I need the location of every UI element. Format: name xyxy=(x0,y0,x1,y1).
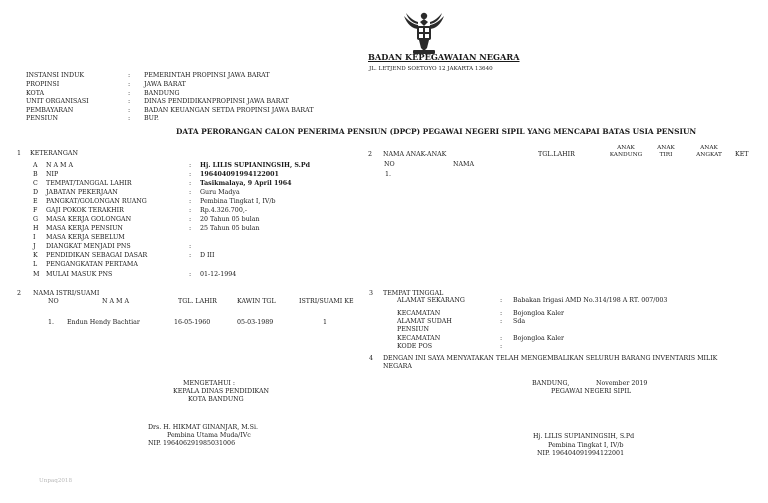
section-number: 2 xyxy=(368,151,373,158)
row-colon: : xyxy=(189,216,192,223)
col-header: KET xyxy=(735,151,749,158)
info-colon: : xyxy=(128,81,131,88)
row-label: PENGANGKATAN PERTAMA xyxy=(46,261,138,268)
agency-address: JL. LETJEND SOETOYO 12 JAKARTA 13640 xyxy=(369,66,493,72)
section-title: NAMA ISTRI/SUAMI xyxy=(33,290,100,297)
row-value: Pembina Tingkat I, IV/b xyxy=(200,198,276,205)
row-label: JABATAN PEKERJAAN xyxy=(46,189,118,196)
row-colon: : xyxy=(189,207,192,214)
info-value: PEMERINTAH PROPINSI JAWA BARAT xyxy=(144,72,270,79)
row-label: GAJI POKOK TERAKHIR xyxy=(46,207,124,214)
row-label: MASA KERJA SEBELUM xyxy=(46,234,125,241)
info-label: UNIT ORGANISASI xyxy=(26,98,89,105)
residence-label: ALAMAT SUDAH xyxy=(397,318,452,325)
residence-value: Bojongloa Kaler xyxy=(513,310,565,317)
row-value: 196404091994122001 xyxy=(200,171,279,178)
spouse-name: Endun Hendy Bachtiar xyxy=(67,319,140,326)
info-value: JAWA BARAT xyxy=(144,81,186,88)
info-label: PROPINSI xyxy=(26,81,60,88)
col-header: NO xyxy=(384,161,395,168)
agency-name: BADAN KEPEGAWAIAN NEGARA xyxy=(368,52,520,62)
sign-title: KEPALA DINAS PENDIDIKAN xyxy=(173,388,270,395)
residence-value: Sda xyxy=(513,318,526,325)
info-colon: : xyxy=(128,72,131,79)
row-colon: : xyxy=(189,225,192,232)
garuda-emblem xyxy=(402,10,446,56)
row-colon: : xyxy=(189,189,192,196)
row-key: E xyxy=(33,198,38,205)
residence-label: ALAMAT SEKARANG xyxy=(397,297,465,304)
row-colon: : xyxy=(189,243,192,250)
sign-rank: Pembina Utama Muda/IVc xyxy=(167,432,251,439)
row-colon: : xyxy=(189,252,192,259)
residence-value: Bojongloa Kaler xyxy=(513,335,565,342)
col-header: NAMA xyxy=(453,161,475,168)
info-label: KOTA xyxy=(26,90,45,97)
info-colon: : xyxy=(128,90,131,97)
sign-nip: NIP. 196406291985031006 xyxy=(148,440,236,447)
info-colon: : xyxy=(128,115,131,122)
section-number: 1 xyxy=(17,150,22,157)
sign-rank: Pembina Tingkat I, IV/b xyxy=(548,442,624,449)
row-label: PANGKAT/GOLONGAN RUANG xyxy=(46,198,147,205)
residence-colon: : xyxy=(500,335,503,342)
row-value: Guru Madya xyxy=(200,189,240,196)
sign-role: PEGAWAI NEGERI SIPIL xyxy=(551,388,632,395)
residence-colon: : xyxy=(500,310,503,317)
section-title: KETERANGAN xyxy=(30,150,78,157)
spouse-no: 1. xyxy=(48,319,55,326)
sign-name: Hj. LILIS SUPIANINGSIH, S.Pd xyxy=(533,433,635,440)
info-colon: : xyxy=(128,107,131,114)
info-label: PEMBAYARAN xyxy=(26,107,74,114)
row-label: MASA KERJA GOLONGAN xyxy=(46,216,132,223)
residence-label: KECAMATAN xyxy=(397,335,441,342)
row-colon: : xyxy=(189,162,192,169)
row-value: Hj. LILIS SUPIANINGSIH, S.Pd xyxy=(200,162,311,169)
row-colon: : xyxy=(189,271,192,278)
row-key: B xyxy=(33,171,38,178)
document-title: DATA PERORANGAN CALON PENERIMA PENSIUN (DPCP) PEGAWAI NEGERI SIPIL YANG MENCAPAI BATAS USIA PENSIUN xyxy=(176,127,697,136)
sign-city: KOTA BANDUNG xyxy=(188,396,244,403)
declaration-line: DENGAN INI SAYA MENYATAKAN TELAH MENGEMBALIKAN SELURUH BARANG INVENTARIS MILIK xyxy=(383,355,718,362)
spouse-order: 1 xyxy=(323,319,328,326)
row-key: H xyxy=(33,225,39,232)
row-key: K xyxy=(33,252,38,259)
col-header: NO xyxy=(48,298,59,305)
residence-label: KODE POS xyxy=(397,343,433,350)
row-number: 1. xyxy=(385,171,392,178)
row-key: G xyxy=(33,216,39,223)
col-header: TGL. LAHIR xyxy=(178,298,217,305)
section-number: 4 xyxy=(369,355,374,362)
col-header: N A M A xyxy=(102,298,130,305)
row-key: I xyxy=(33,234,36,241)
row-label: N A M A xyxy=(46,162,74,169)
residence-label: PENSIUN xyxy=(397,326,429,333)
sign-date: November 2019 xyxy=(596,380,648,387)
spouse-birth-date: 16-05-1960 xyxy=(174,319,211,326)
row-value: 25 Tahun 05 bulan xyxy=(200,225,260,232)
sign-name: Drs. H. HIKMAT GINANJAR, M.Si. xyxy=(148,424,259,431)
residence-value: Babakan Irigasi AMD No.314/198 A RT. 007/003 xyxy=(513,297,668,304)
row-key: J xyxy=(33,243,36,250)
residence-label: KECAMATAN xyxy=(397,310,441,317)
declaration-line: NEGARA xyxy=(383,363,412,370)
info-colon: : xyxy=(128,98,131,105)
row-colon: : xyxy=(189,180,192,187)
row-colon: : xyxy=(189,171,192,178)
row-key: F xyxy=(33,207,38,214)
col-header: ANAK TIRI xyxy=(657,145,675,158)
section-number: 2 xyxy=(17,290,22,297)
row-key: D xyxy=(33,189,39,196)
section-title: TEMPAT TINGGAL xyxy=(383,290,444,297)
section-number: 3 xyxy=(369,290,374,297)
sign-nip: NIP. 196404091994122001 xyxy=(537,450,625,457)
row-label: TEMPAT/TANGGAL LAHIR xyxy=(46,180,132,187)
info-label: PENSIUN xyxy=(26,115,58,122)
row-value: 01-12-1994 xyxy=(200,271,237,278)
residence-colon: : xyxy=(500,297,503,304)
col-header: ANAK ANGKAT xyxy=(696,145,722,158)
row-key: A xyxy=(33,162,38,169)
sign-caption: MENGETAHUI : xyxy=(183,380,235,387)
spouse-marriage-date: 05-03-1989 xyxy=(237,319,274,326)
info-value: BANDUNG xyxy=(144,90,180,97)
row-value: 20 Tahun 05 bulan xyxy=(200,216,260,223)
col-header: KAWIN TGL xyxy=(237,298,276,305)
row-label: PENDIDIKAN SEBAGAI DASAR xyxy=(46,252,148,259)
row-value: Tasikmalaya, 9 April 1964 xyxy=(200,180,292,187)
footer-watermark: Unpaq2018 xyxy=(39,478,73,484)
row-label: MULAI MASUK PNS xyxy=(46,271,113,278)
col-header: ISTRI/SUAMI KE xyxy=(299,298,354,305)
row-key: M xyxy=(33,271,40,278)
row-key: C xyxy=(33,180,38,187)
residence-colon: : xyxy=(500,343,503,350)
row-label: MASA KERJA PENSIUN xyxy=(46,225,123,232)
info-value: BUP. xyxy=(144,115,159,122)
row-colon: : xyxy=(189,198,192,205)
row-value: Rp.4.326.700,- xyxy=(200,207,247,214)
residence-colon: : xyxy=(500,318,503,325)
info-label: INSTANSI INDUK xyxy=(26,72,85,79)
col-header: ANAK KANDUNG xyxy=(609,145,643,158)
row-label: DIANGKAT MENJADI PNS xyxy=(46,243,131,250)
section-title: NAMA ANAK-ANAK xyxy=(383,151,447,158)
info-value: BADAN KEUANGAN SETDA PROPINSI JAWA BARAT xyxy=(144,107,314,114)
row-key: L xyxy=(33,261,38,268)
sign-place: BANDUNG, xyxy=(532,380,570,387)
row-value: D III xyxy=(200,252,215,259)
row-label: NIP xyxy=(46,171,59,178)
col-header: TGL.LAHIR xyxy=(538,151,575,158)
info-value: DINAS PENDIDIKANPROPINSI JAWA BARAT xyxy=(144,98,289,105)
